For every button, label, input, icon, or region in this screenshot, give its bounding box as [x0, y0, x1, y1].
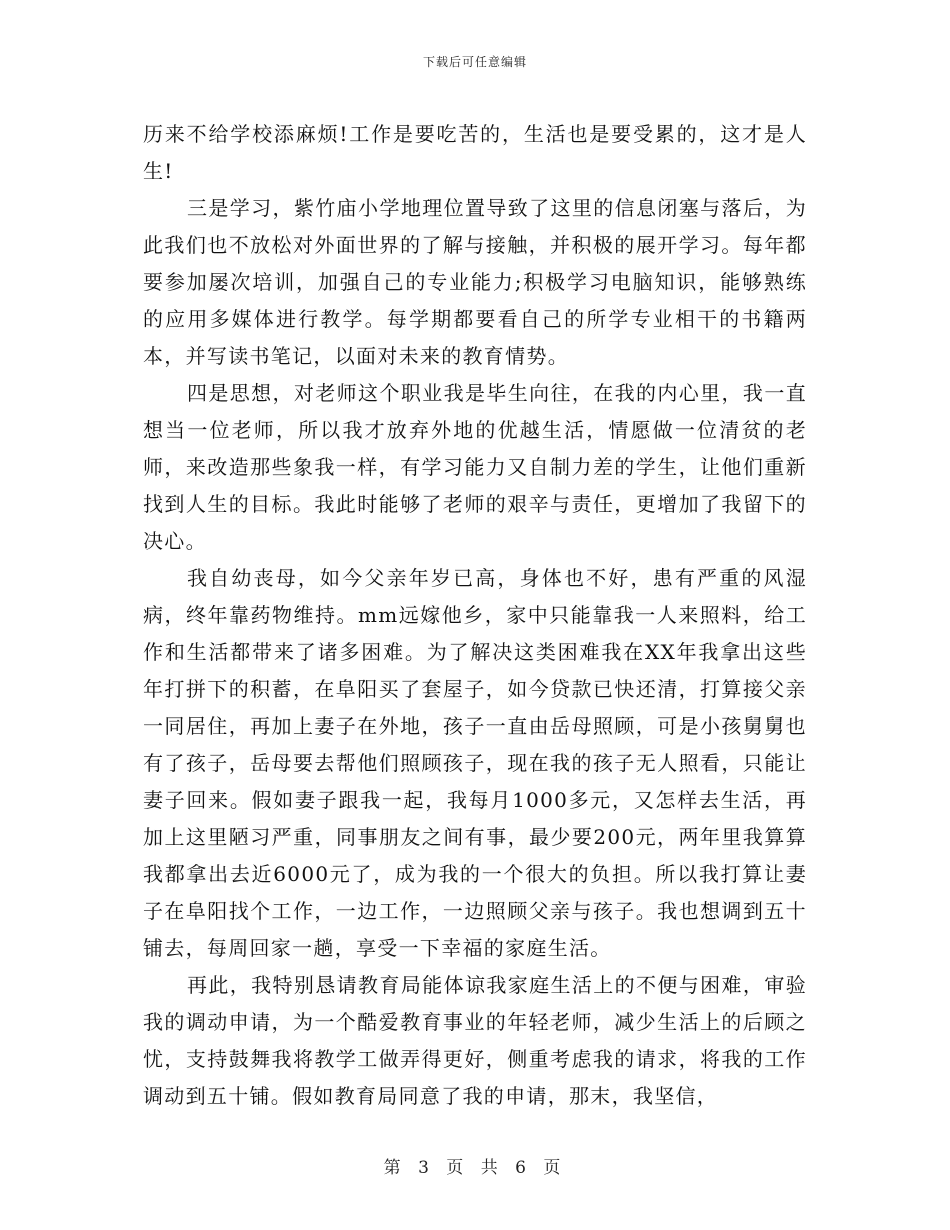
document-body	[143, 116, 807, 1115]
paragraph-study: 三是学习，紫竹庙小学地理位置导致了这里的信息闭塞与落后，为此我们也不放松对外面世界的了解与接触，并积极的展开学习。每年都要参加屡次培训，加强自己的专业能力;积极学习电脑知识，能够熟练的应用多媒体进行教学。每学期都要看自己的所学专业相干的书籍两本，并写读书笔记，以面对未来的教育情势。	[143, 196, 807, 368]
paragraph-family: 我自幼丧母，如今父亲年岁已高，身体也不好，患有严重的风湿病，终年靠药物维持。mm远嫁他乡，家中只能靠我一人来照料，给工作和生活都带来了诸多困难。为了解决这类困难我在XX年我拿出这些年打拼下的积蓄，在阜阳买了套屋子，如今贷款已快还清，打算接父亲一同居住，再加上妻子在外地，孩子一直由岳母照顾，可是小孩舅舅也有了孩子，岳母要去帮他们照顾孩子，现在我的孩子无人照看，只能让妻子回来。假如妻子跟我一起，我每月1000多元，又怎样去生活，再加上这里陋习严重，同事朋友之间有事，最少要200元，两年里我算算我都拿出去近6000元了，成为我的一个很大的负担。所以我打算让妻子在阜阳找个工作，一边工作，一边照顾父亲与孩子。我也想调到五十铺去，每周回家一趟，享受一下幸福的家庭生活。	[143, 566, 807, 960]
paragraph-continuation: 历来不给学校添麻烦!工作是要吃苦的，生活也是要受累的，这才是人生!	[143, 122, 807, 183]
page-number: 第 3 页 共 6 页	[383, 1158, 567, 1178]
page-header: 下载后可任意编辑	[422, 55, 527, 69]
paragraph-thought: 四是思想，对老师这个职业我是毕生向往，在我的内心里，我一直想当一位老师，所以我才放弃外地的优越生活，情愿做一位清贫的老师，来改造那些象我一样，有学习能力又自制力差的学生，让他们重新找到人生的目标。我此时能够了老师的艰辛与责任，更增加了我留下的决心。	[143, 381, 807, 553]
paragraph-request: 再此，我特别恳请教育局能体谅我家庭生活上的不便与困难，审验我的调动申请，为一个酷爱教育事业的年轻老师，减少生活上的后顾之忧，支持鼓舞我将教学工做弄得更好，侧重考虑我的请求，将我的工作调动到五十铺。假如教育局同意了我的申请，那末，我坚信，	[143, 973, 807, 1108]
